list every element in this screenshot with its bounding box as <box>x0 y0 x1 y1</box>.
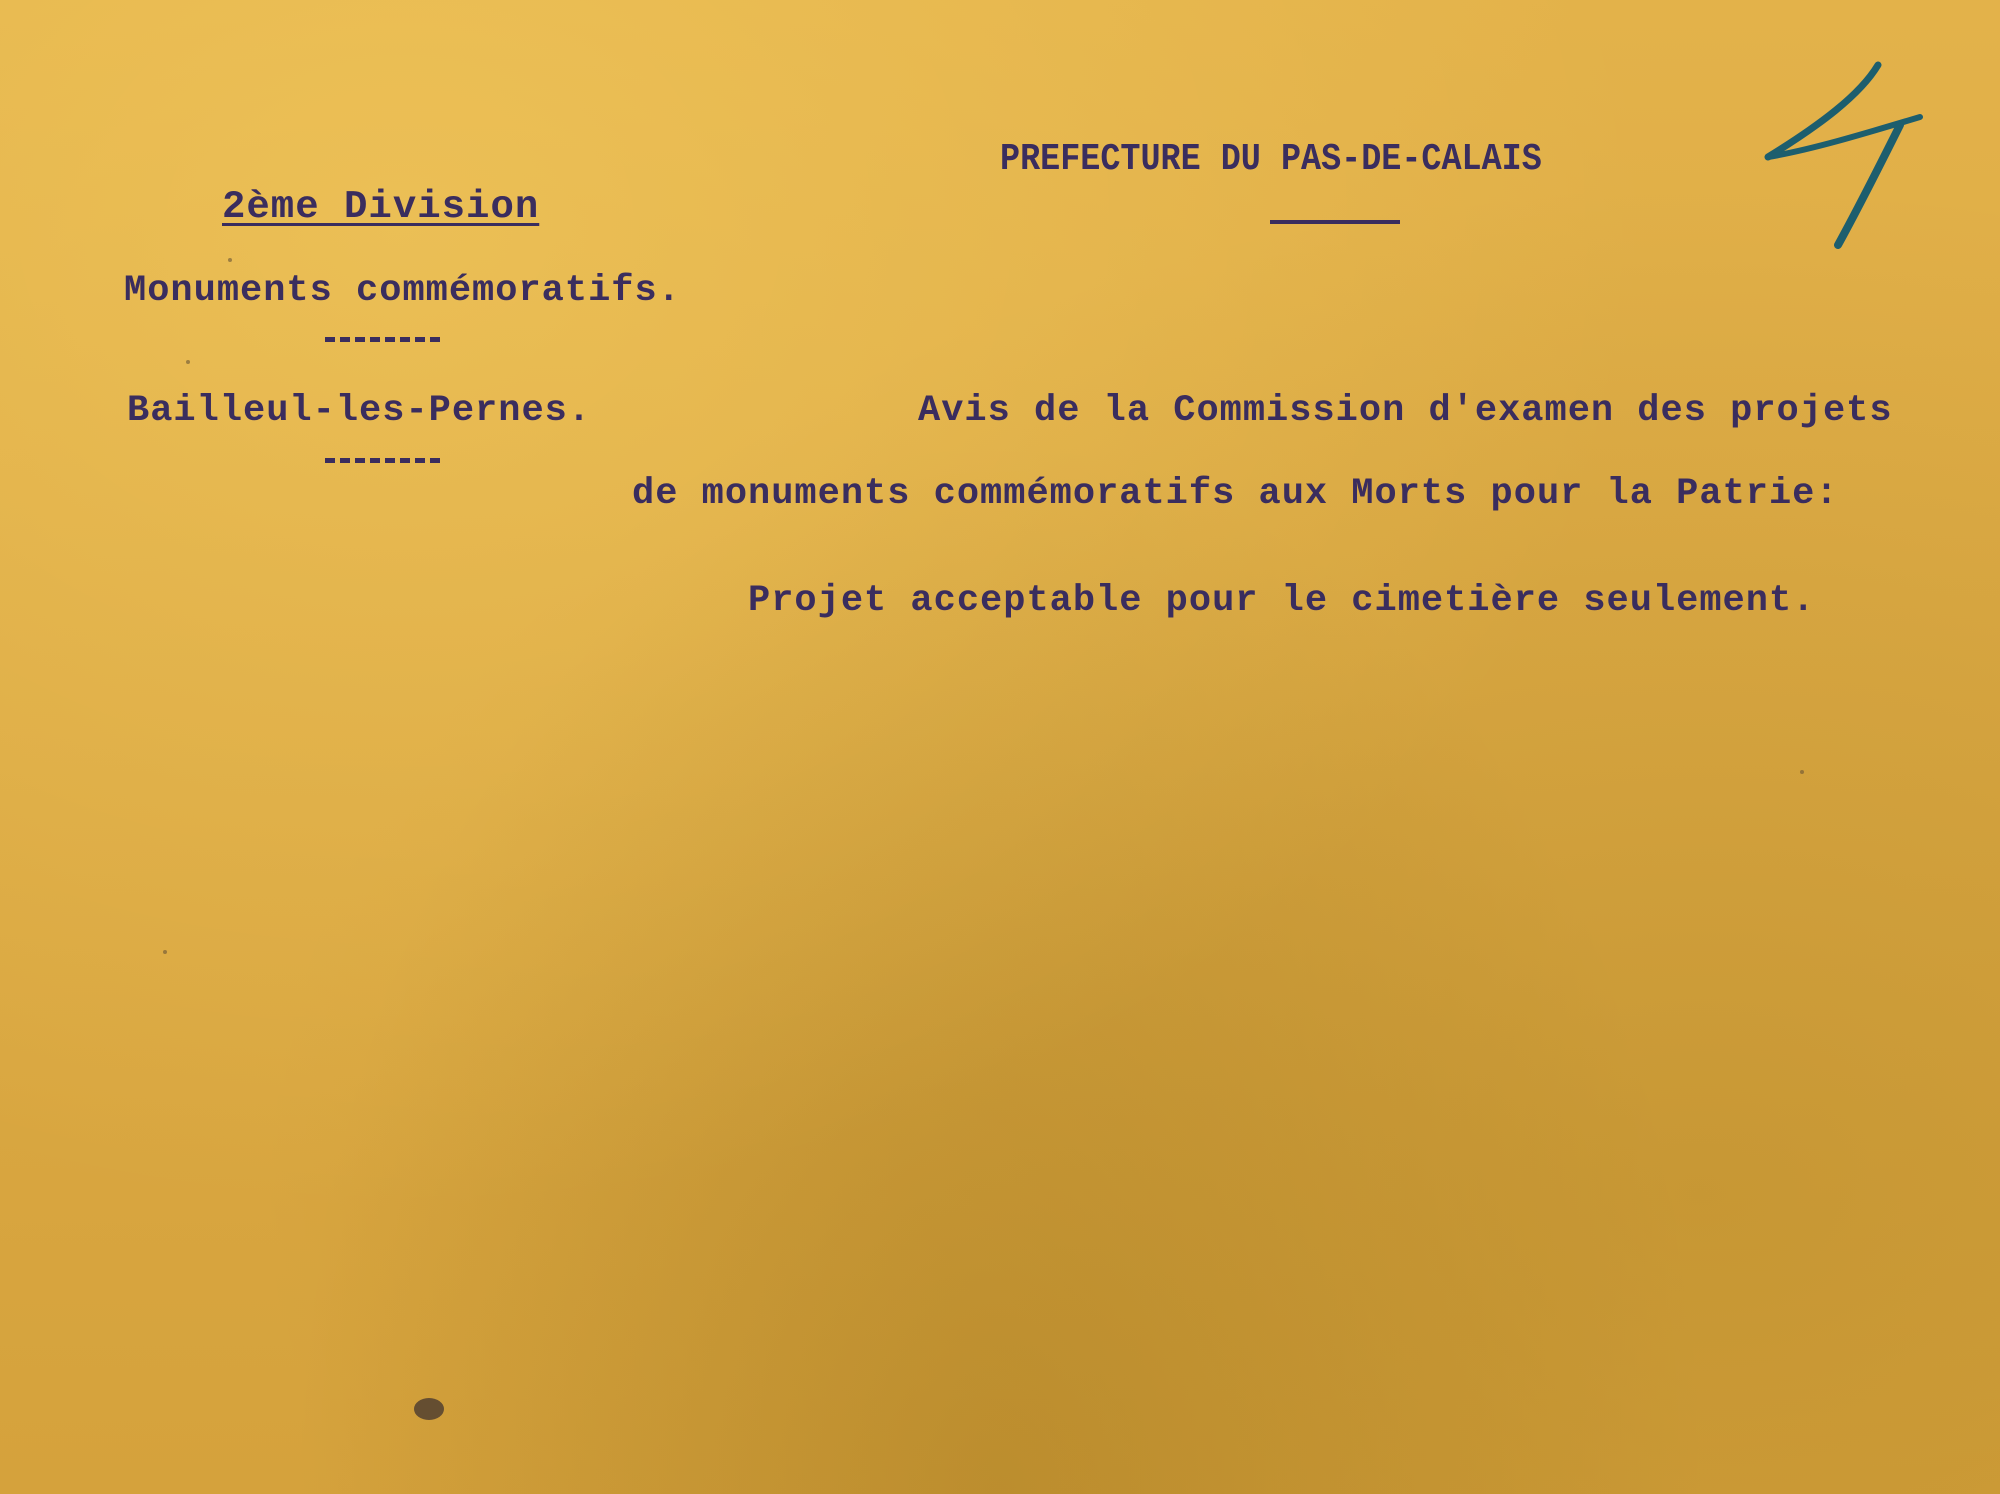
decision-text: Projet acceptable pour le cimetière seulement. <box>748 580 1816 622</box>
commission-opinion-line-2: de monuments commémoratifs aux Morts pour la Patrie: <box>632 473 1839 515</box>
handwritten-folio-number <box>1750 55 1950 255</box>
paper-speck <box>186 360 190 364</box>
paper-speck <box>228 258 232 262</box>
division-label: 2ème Division <box>222 185 540 229</box>
heading-underline-rule <box>1270 220 1400 224</box>
subject-label: Monuments commémoratifs. <box>124 270 681 312</box>
ink-stain <box>414 1398 444 1420</box>
paper-speck <box>163 950 167 954</box>
paper-speck <box>1800 770 1804 774</box>
commune-name: Bailleul-les-Pernes. <box>127 390 592 432</box>
separator-dashes-1 <box>325 337 440 342</box>
separator-dashes-2 <box>325 458 440 463</box>
prefecture-heading: PREFECTURE DU PAS-DE-CALAIS <box>1000 138 1542 181</box>
commission-opinion-line-1: Avis de la Commission d'examen des projets <box>918 390 1893 432</box>
